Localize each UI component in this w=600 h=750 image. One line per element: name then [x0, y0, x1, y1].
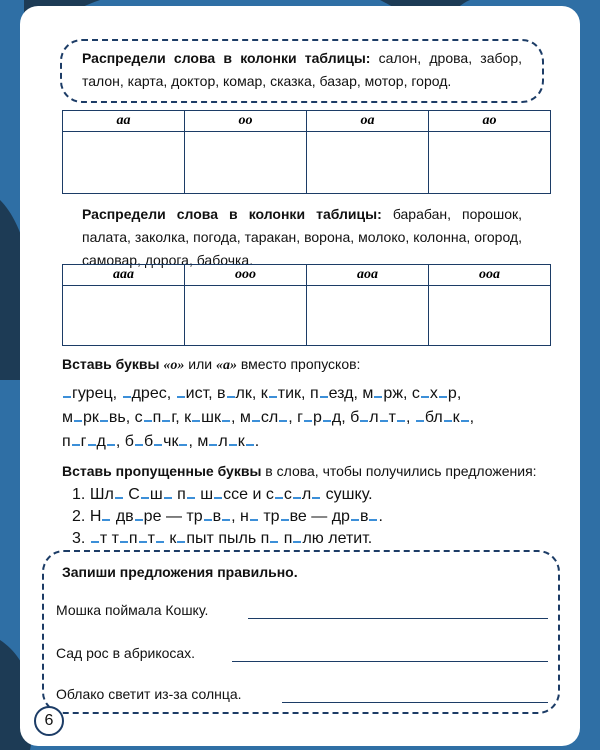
task2-text: [82, 203, 522, 272]
blank-slot[interactable]: [252, 408, 260, 422]
answer-line[interactable]: [232, 661, 548, 662]
task3-letter-o: «о»: [163, 358, 185, 373]
blank-slot[interactable]: [293, 485, 301, 499]
blank-slot[interactable]: [275, 485, 283, 499]
blank-slot[interactable]: [91, 529, 99, 543]
table1: [62, 110, 551, 194]
table2-cell[interactable]: [185, 286, 307, 346]
task5-title: [62, 564, 298, 580]
blank-slot[interactable]: [88, 432, 96, 446]
blank-slot[interactable]: [214, 485, 222, 499]
task5-sentence: Облако светит из-за солнца.: [56, 686, 242, 702]
table2-cell[interactable]: [63, 286, 185, 346]
blank-slot[interactable]: [421, 384, 429, 398]
table1-header: аа: [63, 111, 185, 132]
task4-sentence: 3. т т п т к пыт пыль п п лю летит.: [72, 530, 373, 547]
blank-slot[interactable]: [222, 408, 230, 422]
blank-slot[interactable]: [144, 408, 152, 422]
blank-slot[interactable]: [444, 408, 452, 422]
blank-slot[interactable]: [351, 507, 359, 521]
blank-slot[interactable]: [204, 507, 212, 521]
answer-line[interactable]: [248, 618, 548, 619]
task3-title: Вставь буквы: [62, 356, 160, 372]
task3-line: п г д , б б чк , м л к .: [62, 433, 260, 450]
blank-slot[interactable]: [397, 408, 405, 422]
table2-header: ооо: [185, 265, 307, 286]
task4-rest: в слова, чтобы получились предложения:: [265, 463, 537, 479]
table2-cell[interactable]: [429, 286, 551, 346]
blank-slot[interactable]: [177, 384, 185, 398]
blank-slot[interactable]: [229, 432, 237, 446]
table2: [62, 264, 551, 346]
table1-header: ао: [429, 111, 551, 132]
task3-or: или: [188, 356, 213, 372]
blank-slot[interactable]: [250, 507, 258, 521]
task4-header: [62, 463, 537, 479]
blank-slot[interactable]: [323, 408, 331, 422]
blank-slot[interactable]: [154, 432, 162, 446]
answer-line[interactable]: [282, 702, 548, 703]
task4-sentence: 2. Н дв ре — тр в , н тр ве — др в .: [72, 508, 383, 525]
task1-text: [82, 47, 522, 93]
blank-slot[interactable]: [293, 529, 301, 543]
worksheet: [20, 6, 580, 746]
table2-header: ооа: [429, 265, 551, 286]
blank-slot[interactable]: [380, 408, 388, 422]
task4-title: Вставь пропущенные буквы: [62, 463, 262, 479]
task5-sentence: Сад рос в абрикосах.: [56, 645, 196, 661]
blank-slot[interactable]: [72, 432, 80, 446]
task4-sentence: 1. Шл С ш п ш ссе и с с л сушку.: [72, 486, 373, 503]
blank-slot[interactable]: [320, 384, 328, 398]
blank-slot[interactable]: [304, 408, 312, 422]
task1-title: Распредели слова в колонки таблицы:: [82, 50, 371, 66]
table1-cell[interactable]: [429, 132, 551, 194]
blank-slot[interactable]: [461, 408, 469, 422]
blank-slot[interactable]: [156, 529, 164, 543]
blank-slot[interactable]: [100, 408, 108, 422]
blank-slot[interactable]: [279, 408, 287, 422]
table2-cell[interactable]: [307, 286, 429, 346]
table1-cell[interactable]: [307, 132, 429, 194]
blank-slot[interactable]: [209, 432, 217, 446]
blank-slot[interactable]: [374, 384, 382, 398]
blank-slot[interactable]: [139, 529, 147, 543]
blank-slot[interactable]: [123, 384, 131, 398]
task2-title: Распредели слова в колонки таблицы:: [82, 206, 382, 222]
blank-slot[interactable]: [222, 507, 230, 521]
page-number: 6: [34, 706, 64, 736]
task1-words: салон, дрова, забор, талон, карта, доктор, комар, сказка, базар, мотор, город.: [82, 50, 522, 89]
table2-header: ааа: [63, 265, 185, 286]
blank-slot[interactable]: [187, 485, 195, 499]
blank-slot[interactable]: [141, 485, 149, 499]
blank-slot[interactable]: [227, 384, 235, 398]
blank-slot[interactable]: [281, 507, 289, 521]
task2-words: барабан, порошок, палата, заколка, погода, таракан, ворона, молоко, колонна, огород, самовар, дорога, бабочка.: [82, 206, 522, 268]
table1-cell[interactable]: [185, 132, 307, 194]
task3-header: [62, 356, 360, 374]
blank-slot[interactable]: [74, 408, 82, 422]
blank-slot[interactable]: [439, 384, 447, 398]
blank-slot[interactable]: [135, 432, 143, 446]
blank-slot[interactable]: [360, 408, 368, 422]
blank-slot[interactable]: [177, 529, 185, 543]
table1-cell[interactable]: [63, 132, 185, 194]
blank-slot[interactable]: [115, 485, 123, 499]
blank-slot[interactable]: [269, 384, 277, 398]
blank-slot[interactable]: [416, 408, 424, 422]
blank-slot[interactable]: [312, 485, 320, 499]
task3-rest: вместо пропусков:: [240, 356, 361, 372]
table1-header: оо: [185, 111, 307, 132]
blank-slot[interactable]: [63, 384, 71, 398]
blank-slot[interactable]: [135, 507, 143, 521]
blank-slot[interactable]: [192, 408, 200, 422]
blank-slot[interactable]: [102, 507, 110, 521]
table1-header: оа: [307, 111, 429, 132]
task3-line: м рк вь, с п г, к шк , м сл , г р д, б л т , бл к ,: [62, 409, 475, 426]
blank-slot[interactable]: [270, 529, 278, 543]
blank-slot[interactable]: [246, 432, 254, 446]
blank-slot[interactable]: [179, 432, 187, 446]
table2-header: аоа: [307, 265, 429, 286]
blank-slot[interactable]: [369, 507, 377, 521]
blank-slot[interactable]: [107, 432, 115, 446]
blank-slot[interactable]: [120, 529, 128, 543]
task5-sentence: Мошка поймала Кошку.: [56, 602, 209, 618]
task3-letter-a: «а»: [215, 358, 237, 373]
blank-slot[interactable]: [164, 485, 172, 499]
task3-line: гурец, дрес, ист, в лк, к тик, п езд, м рж, с х р,: [62, 384, 461, 403]
blank-slot[interactable]: [162, 408, 170, 422]
task5-title-text: Запиши предложения правильно.: [62, 564, 298, 580]
